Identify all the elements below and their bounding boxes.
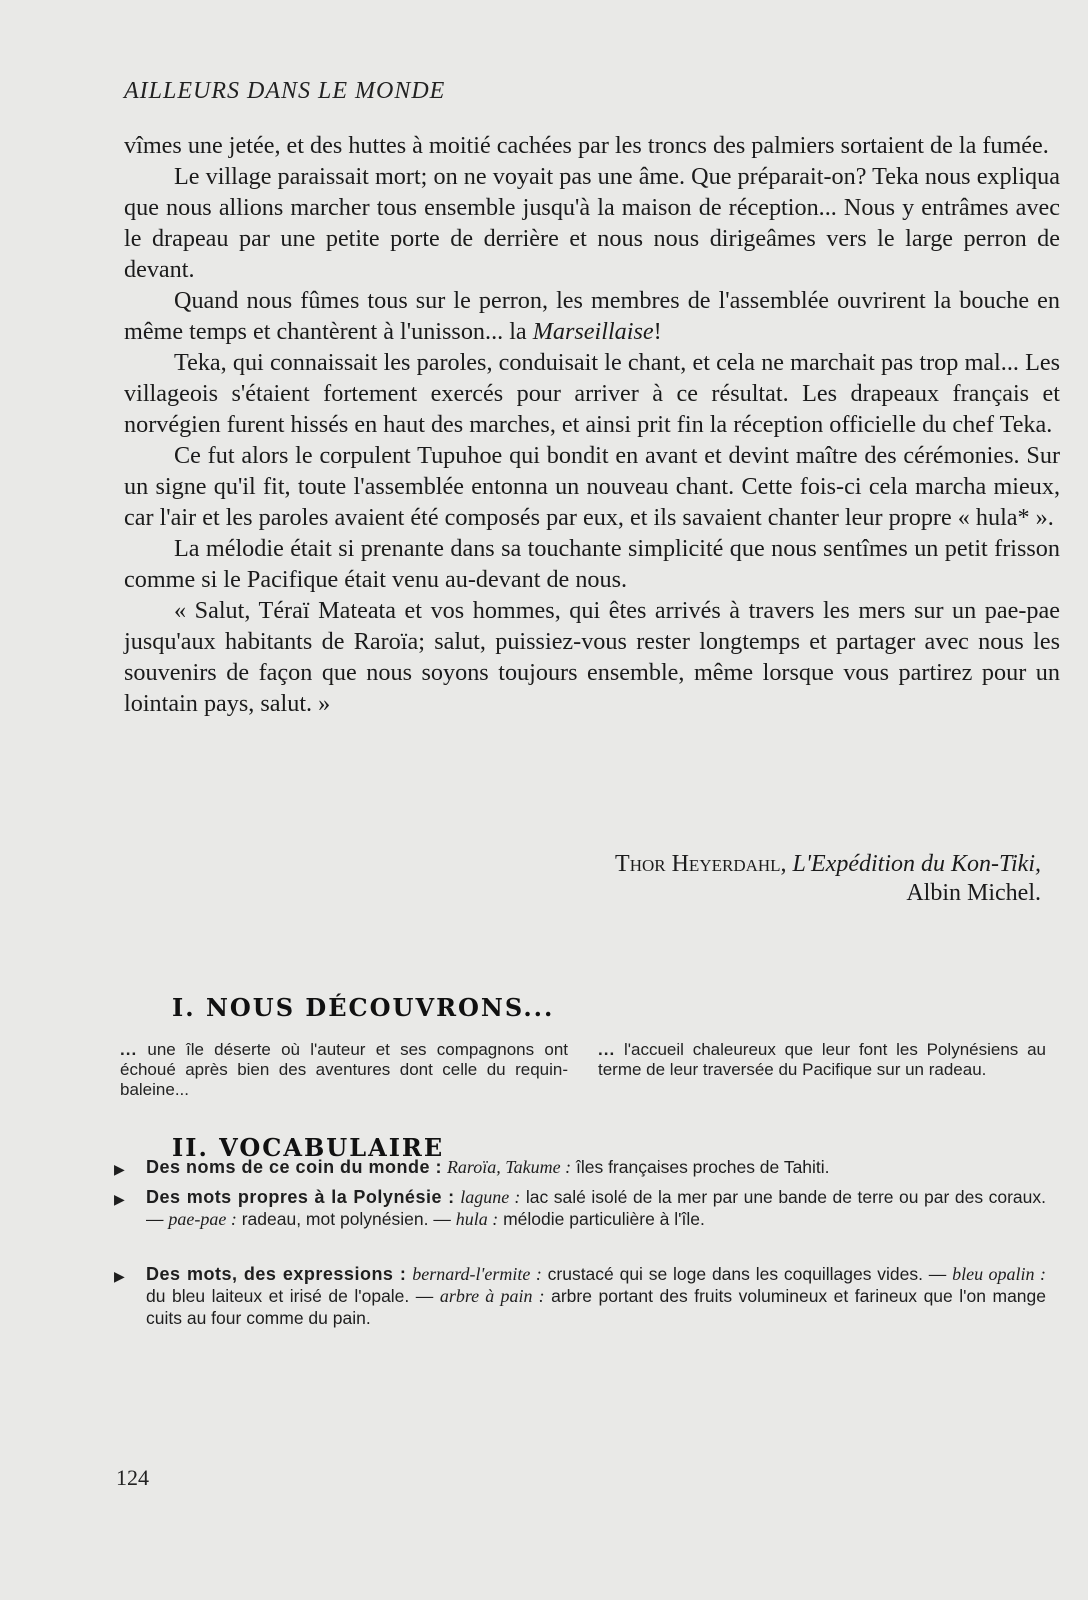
section-heading-decouvrons: I. NOUS DÉCOUVRONS...	[172, 993, 555, 1022]
paragraph-part: !	[653, 318, 662, 345]
summary-text: une île déserte où l'auteur et ses compagnons ont échoué après bien des aventures dont celle du requin-baleine...	[120, 1040, 568, 1099]
vocab-heading: Des mots propres à la Polynésie :	[146, 1187, 455, 1207]
excerpt-text	[124, 130, 1060, 719]
vocab-definition: mélodie particulière à l'île.	[498, 1209, 705, 1229]
vocab-heading: Des mots, des expressions :	[146, 1264, 407, 1284]
vocab-term: hula :	[455, 1209, 499, 1229]
triangle-bullet-icon: ▶	[114, 1268, 125, 1284]
triangle-bullet-icon: ▶	[114, 1191, 125, 1207]
vocab-term: pae-pae :	[168, 1209, 237, 1229]
vocab-definition: du bleu laiteux et irisé de l'opale. —	[146, 1286, 440, 1306]
running-head: AILLEURS DANS LE MONDE	[124, 78, 446, 104]
vocab-heading: Des noms de ce coin du monde :	[146, 1157, 443, 1177]
paragraph: Le village paraissait mort; on ne voyait pas une âme. Que préparait-on? Teka nous expliqua que nous allions marcher tous ensemble jusqu'à la maison de réception... Nous y entrâmes avec le drapeau par une petite porte de derrière et nous nous dirigeâmes vers le large perron de devant.	[124, 163, 1060, 283]
paragraph: « Salut, Téraï Mateata et vos hommes, qui êtes arrivés à travers les mers sur un pae-pae jusqu'aux habitants de Raroïa; salut, puissiez-vous rester longtemps et partager avec nous les souvenirs de façon que nous soyons toujours ensemble, même lorsque vous partirez pour un lointain pays, salut. »	[124, 597, 1060, 717]
attribution-line	[124, 850, 1041, 879]
vocab-item	[114, 1156, 1046, 1180]
vocab-definition: lac salé isolé de la mer par une bande de terre ou par des coraux. —	[146, 1187, 1046, 1229]
vocab-term: bernard-l'ermite :	[412, 1264, 542, 1284]
ellipsis-lead: ...	[598, 1040, 616, 1059]
ellipsis-lead: ...	[120, 1040, 138, 1059]
vocab-term: arbre à pain :	[439, 1286, 545, 1306]
vocab-item	[114, 1263, 1046, 1329]
vocab-definition: îles françaises proches de Tahiti.	[571, 1157, 830, 1177]
summary-right	[598, 1040, 1046, 1080]
paragraph: Teka, qui connaissait les paroles, conduisait le chant, et cela ne marchait pas trop mal... Les villageois s'étaient fortement exercés pour arriver à ce résultat. Les drapeaux français et norvégien furent hissés en haut des marches, et ainsi prit fin la réception officielle du chef Teka.	[124, 349, 1060, 438]
page-number: 124	[116, 1465, 149, 1490]
vocab-item	[114, 1186, 1046, 1230]
work-title: L'Expédition du Kon-Tiki,	[792, 851, 1041, 877]
section-heading-vocabulaire: II. VOCABULAIRE	[172, 1133, 445, 1162]
vocab-term: bleu opalin :	[952, 1264, 1046, 1284]
vocab-definition: arbre portant des fruits volumineux et farineux que l'on mange cuits au four comme du pain.	[146, 1286, 1046, 1328]
paragraph: La mélodie était si prenante dans sa touchante simplicité que nous sentîmes un petit frisson comme si le Pacifique était venu au-devant de nous.	[124, 535, 1060, 593]
author-name: Thor Heyerdahl,	[615, 851, 787, 877]
publisher: Albin Michel.	[906, 880, 1041, 906]
paragraph	[124, 285, 1060, 347]
summary-text: l'accueil chaleureux que leur font les Polynésiens au terme de leur traversée du Pacifique sur un radeau.	[598, 1040, 1046, 1079]
paragraph: Ce fut alors le corpulent Tupuhoe qui bondit en avant et devint maître des cérémonies. Sur un signe qu'il fit, toute l'assemblée entonna un nouveau chant. Cette fois-ci cela marcha mieux, car l'air et les paroles avaient été composés par eux, et ils savaient chanter leur propre « hula* ».	[124, 442, 1060, 531]
summary-left	[120, 1040, 568, 1100]
paragraph: vîmes une jetée, et des huttes à moitié cachées par les troncs des palmiers sortaient de la fumée.	[124, 132, 1049, 159]
vocab-definition: crustacé qui se loge dans les coquillages vides. —	[541, 1264, 953, 1284]
vocab-definition: radeau, mot polynésien. —	[236, 1209, 456, 1229]
emphasis: Marseillaise	[532, 318, 654, 345]
paragraph-part: Quand nous fûmes tous sur le perron, les membres de l'assemblée ouvrirent la bouche en même temps et chantèrent à l'unisson... la	[124, 287, 1060, 345]
vocab-term: lagune :	[460, 1187, 521, 1207]
triangle-bullet-icon: ▶	[114, 1161, 125, 1177]
vocab-term: Raroïa, Takume :	[446, 1157, 572, 1177]
source-attribution	[124, 850, 1041, 908]
